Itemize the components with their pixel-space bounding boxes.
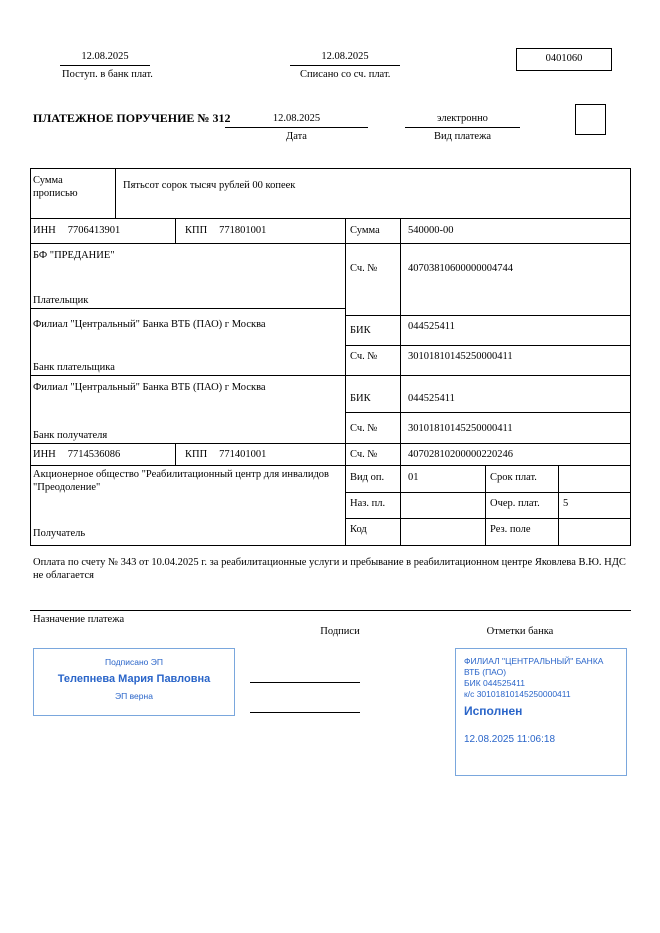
h-divider [60, 65, 150, 66]
payer-bank-name: Филиал "Центральный" Банка ВТБ (ПАО) г Москва [33, 319, 266, 330]
bank-stamp-corr-account: к/с 30101810145250000411 [464, 689, 571, 699]
h-divider [30, 308, 345, 309]
h-divider [225, 127, 368, 128]
payer-label: Плательщик [33, 295, 89, 306]
bank-stamp-status: Исполнен [464, 704, 523, 718]
payee-bank-name: Филиал "Центральный" Банка ВТБ (ПАО) г Москва [33, 382, 266, 393]
h-divider [345, 345, 631, 346]
payee-bank-bik-value: 044525411 [408, 393, 455, 404]
h-divider [345, 492, 631, 493]
esignature-verified-label: ЭП верна [115, 691, 153, 701]
naz-pl-label: Наз. пл. [350, 498, 386, 509]
v-divider [175, 218, 176, 243]
h-divider [345, 412, 631, 413]
h-divider [30, 443, 631, 444]
signatures-label: Подписи [320, 626, 360, 637]
received-date: 12.08.2025 [81, 51, 129, 62]
signature-line [250, 712, 360, 713]
bank-stamp-bik: БИК 044525411 [464, 678, 525, 688]
h-divider [290, 65, 400, 66]
payee-name: Акционерное общество "Реабилитационный центр для инвалидов "Преодоление" [33, 469, 329, 494]
debited-date: 12.08.2025 [321, 51, 369, 62]
document-date: 12.08.2025 [272, 113, 321, 124]
amount-words-label-line2: прописью [33, 188, 78, 199]
payee-bank-account-label: Сч. № [350, 423, 378, 434]
h-divider [30, 375, 631, 376]
status-code-box [575, 104, 606, 135]
h-divider [30, 243, 631, 244]
v-divider [558, 465, 559, 545]
payer-account-value: 40703810600000004744 [408, 263, 513, 274]
payer-inn [33, 224, 120, 237]
debited-label: Списано со сч. плат. [300, 69, 391, 80]
bank-marks-label: Отметки банка [486, 626, 554, 637]
payer-bank-account-label: Сч. № [350, 351, 378, 362]
payment-kind-label: Вид платежа [433, 131, 491, 142]
v-divider [485, 465, 486, 545]
esignature-name: Телепнева Мария Павловна [57, 673, 211, 685]
payee-bank-account-value: 30101810145250000411 [408, 423, 513, 434]
amount-in-words: Пятьсот сорок тысяч рублей 00 копеек [123, 180, 296, 191]
payment-purpose-text: Оплата по счету № 343 от 10.04.2025 г. за реабилитационные услуги и пребывание в реабилитационном центре Яковлева В.Ю. НДС не облагается [33, 557, 626, 582]
payee-account-label: Сч. № [350, 449, 378, 460]
v-divider [30, 168, 31, 545]
esignature-signed-label: Подписано ЭП [105, 657, 163, 667]
payer-kpp-value: 771801001 [219, 225, 267, 236]
payee-bank-label: Банк получателя [33, 430, 108, 441]
payer-inn-value: 7706413901 [67, 225, 121, 236]
payer-bank-bik-value: 044525411 [408, 321, 455, 332]
bank-stamp-datetime: 12.08.2025 11:06:18 [464, 734, 556, 745]
signature-line [250, 682, 360, 683]
h-divider [345, 518, 631, 519]
payer-bank-label: Банк плательщика [33, 362, 115, 373]
payer-name: БФ "ПРЕДАНИЕ" [33, 250, 115, 261]
payee-account-value: 40702810200000220246 [408, 449, 513, 460]
payer-inn-label: ИНН [33, 225, 56, 236]
received-label: Поступ. в банк плат. [62, 69, 153, 80]
v-divider [175, 443, 176, 465]
bank-execution-stamp [455, 648, 627, 776]
date-label: Дата [286, 131, 307, 142]
kod-label: Код [350, 524, 367, 535]
payer-kpp-label: КПП [185, 225, 208, 236]
payee-inn-label: ИНН [33, 449, 56, 460]
ocher-plat-value: 5 [563, 498, 569, 509]
document-title: ПЛАТЕЖНОЕ ПОРУЧЕНИЕ № 312 [33, 111, 231, 125]
rez-pole-label: Рез. поле [490, 524, 531, 535]
payment-kind: электронно [437, 113, 488, 124]
payee-kpp-value: 771401001 [219, 449, 267, 460]
h-divider [30, 610, 631, 611]
vid-op-label: Вид оп. [350, 472, 385, 483]
amount-words-label-line1: Сумма [33, 175, 63, 186]
payee-bank-bik-label: БИК [350, 393, 371, 404]
h-divider [30, 168, 631, 169]
payment-purpose-label: Назначение платежа [33, 614, 125, 625]
h-divider [405, 127, 520, 128]
amount-value: 540000-00 [408, 225, 454, 236]
v-divider [630, 168, 631, 545]
payee-kpp-label: КПП [185, 449, 208, 460]
ocher-plat-label: Очер. плат. [490, 498, 540, 509]
payer-bank-bik-label: БИК [350, 325, 371, 336]
esignature-stamp [33, 648, 235, 716]
srok-plat-label: Срок плат. [490, 472, 537, 483]
form-code-box [516, 48, 612, 71]
vid-op-value: 01 [408, 472, 419, 483]
payee-inn [33, 448, 120, 461]
h-divider [30, 465, 631, 466]
payer-account-label: Сч. № [350, 263, 378, 274]
bank-stamp-bank-name: ФИЛИАЛ "ЦЕНТРАЛЬНЫЙ" БАНКА ВТБ (ПАО) [464, 656, 604, 677]
h-divider [345, 315, 631, 316]
amount-label: Сумма [350, 225, 380, 236]
payer-kpp [185, 224, 266, 237]
payee-label: Получатель [33, 528, 86, 539]
payee-kpp [185, 448, 266, 461]
v-divider [400, 218, 401, 545]
form-code: 0401060 [545, 53, 583, 64]
payee-inn-value: 7714536086 [67, 449, 121, 460]
v-divider [345, 218, 346, 545]
payer-bank-account-value: 30101810145250000411 [408, 351, 513, 362]
v-divider [115, 168, 116, 218]
h-divider [30, 218, 631, 219]
h-divider [30, 545, 631, 546]
